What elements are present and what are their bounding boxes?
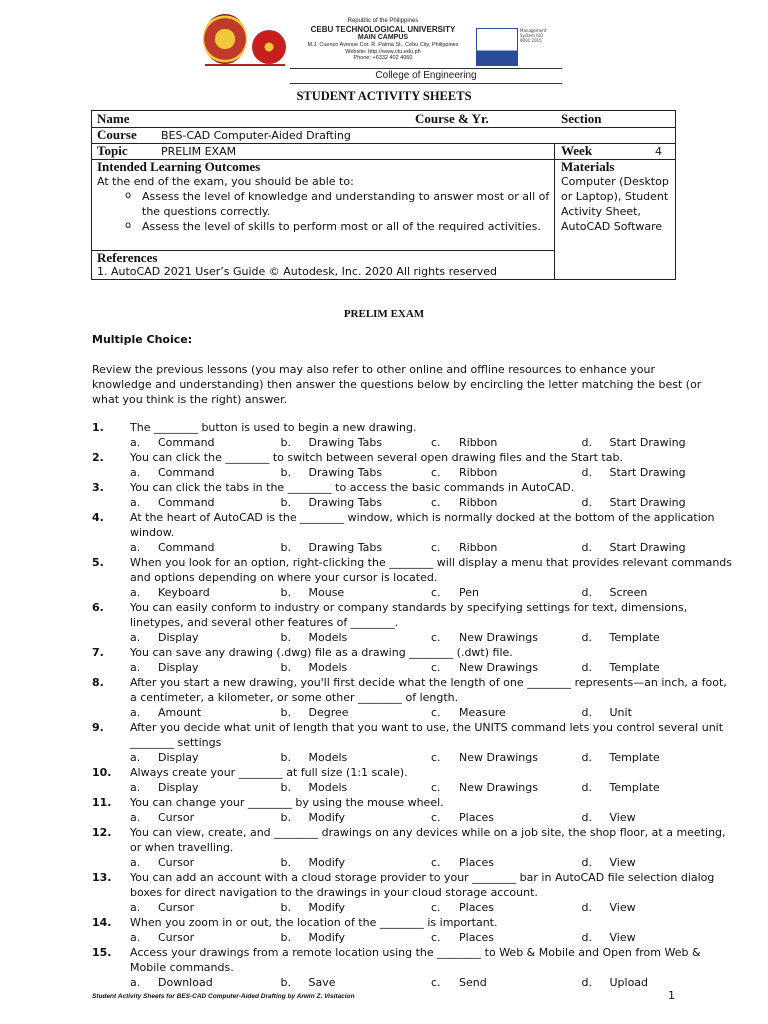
option-letter: a. xyxy=(130,781,141,794)
option-text: Command xyxy=(158,541,215,554)
question-item xyxy=(92,600,732,630)
options-row xyxy=(92,585,732,600)
multiple-choice-label: Multiple Choice: xyxy=(92,333,193,346)
answer-option[interactable] xyxy=(281,900,432,915)
option-text: New Drawings xyxy=(459,781,538,794)
question-text: After you decide what unit of length that you want to use, the UNITS command lets you control several unit ________ settings xyxy=(130,721,724,749)
name-label: Name xyxy=(97,111,130,126)
option-text: Modify xyxy=(308,901,345,914)
options-row xyxy=(92,705,732,720)
question-number: 7. xyxy=(92,646,104,659)
option-text: View xyxy=(609,811,636,824)
options-row xyxy=(92,810,732,825)
option-letter: b. xyxy=(280,811,291,824)
option-text: Command xyxy=(158,436,215,449)
exam-title: PRELIM EXAM xyxy=(343,308,425,320)
option-letter: c. xyxy=(431,661,441,674)
question-item xyxy=(92,945,732,975)
university-name: CEBU TECHNOLOGICAL UNIVERSITY xyxy=(310,25,456,34)
question-list xyxy=(92,420,732,990)
option-letter: d. xyxy=(581,586,592,599)
option-letter: a. xyxy=(130,661,141,674)
option-text: Degree xyxy=(308,706,349,719)
answer-option[interactable] xyxy=(130,705,281,720)
answer-option[interactable] xyxy=(582,495,733,510)
materials-value: Computer (Desktop or Laptop), Student Activity Sheet, AutoCAD Software xyxy=(561,175,669,233)
answer-option[interactable] xyxy=(281,705,432,720)
options-row xyxy=(92,630,732,645)
option-text: Display xyxy=(158,631,199,644)
option-text: Ribbon xyxy=(459,436,498,449)
page-title: STUDENT ACTIVITY SHEETS xyxy=(296,89,472,103)
option-text: Save xyxy=(308,976,336,989)
option-text: Cursor xyxy=(158,901,195,914)
reference-item: 1. AutoCAD 2021 User’s Guide © Autodesk, Inc. 2020 All rights reserved xyxy=(97,265,497,278)
answer-option[interactable] xyxy=(431,705,582,720)
option-text: Template xyxy=(609,751,660,764)
question-item xyxy=(92,915,732,930)
option-letter: b. xyxy=(280,706,291,719)
answer-option[interactable] xyxy=(130,585,281,600)
answer-option[interactable] xyxy=(431,780,582,795)
answer-option[interactable] xyxy=(281,810,432,825)
option-letter: c. xyxy=(431,496,441,509)
question-item xyxy=(92,675,732,705)
references-label: References xyxy=(97,250,158,265)
option-letter: d. xyxy=(581,631,592,644)
option-letter: d. xyxy=(581,496,592,509)
ilo-intro: At the end of the exam, you should be able to: xyxy=(97,175,354,188)
options-row xyxy=(92,855,732,870)
question-number: 13. xyxy=(92,871,112,884)
answer-option[interactable] xyxy=(281,780,432,795)
option-text: Upload xyxy=(609,976,649,989)
option-letter: d. xyxy=(581,466,592,479)
topic-label: Topic xyxy=(97,143,128,158)
option-text: Drawing Tabs xyxy=(308,466,383,479)
option-text: Models xyxy=(308,781,348,794)
tuv-certification-logo xyxy=(476,28,518,66)
option-text: Display xyxy=(158,751,199,764)
question-number: 5. xyxy=(92,556,104,569)
option-letter: c. xyxy=(431,976,441,989)
answer-option[interactable] xyxy=(130,900,281,915)
option-text: View xyxy=(609,856,636,869)
question-text: You can click the ________ to switch between several open drawing files and the Start tab. xyxy=(130,451,623,464)
header-rule-bottom xyxy=(290,83,562,84)
question-text: You can click the tabs in the ________ to access the basic commands in AutoCAD. xyxy=(130,481,575,494)
option-text: Ribbon xyxy=(459,466,498,479)
answer-option[interactable] xyxy=(130,465,281,480)
republic-text: Republic of the Philippines xyxy=(347,18,419,24)
answer-option[interactable] xyxy=(582,705,733,720)
answer-option[interactable] xyxy=(281,930,432,945)
instructions: Review the previous lessons (you may also refer to other online and offline resources to enhance your knowledge and understanding) then answer the questions below by encircling the letter matching the best (or what you think is the right) answer. xyxy=(92,363,702,406)
answer-option[interactable] xyxy=(582,810,733,825)
question-item xyxy=(92,870,732,900)
course-label: Course xyxy=(97,127,137,142)
answer-option[interactable] xyxy=(431,900,582,915)
option-letter: d. xyxy=(581,856,592,869)
answer-option[interactable] xyxy=(431,435,582,450)
answer-option[interactable] xyxy=(130,855,281,870)
answer-option[interactable] xyxy=(431,975,582,990)
option-letter: a. xyxy=(130,496,141,509)
question-text: The ________ button is used to begin a new drawing. xyxy=(130,421,417,434)
option-text: Screen xyxy=(609,586,648,599)
answer-option[interactable] xyxy=(431,810,582,825)
question-item xyxy=(92,480,732,495)
option-text: Drawing Tabs xyxy=(308,496,383,509)
answer-option[interactable] xyxy=(130,930,281,945)
ilo-label: Intended Learning Outcomes xyxy=(97,159,261,174)
option-letter: d. xyxy=(581,751,592,764)
option-letter: d. xyxy=(581,706,592,719)
options-row xyxy=(92,780,732,795)
question-number: 2. xyxy=(92,451,104,464)
option-text: Amount xyxy=(158,706,202,719)
question-number: 14. xyxy=(92,916,112,929)
option-letter: a. xyxy=(130,811,141,824)
course-value: BES-CAD Computer-Aided Drafting xyxy=(161,129,351,142)
option-letter: a. xyxy=(130,586,141,599)
option-text: Modify xyxy=(308,856,345,869)
option-letter: b. xyxy=(280,751,291,764)
option-text: Mouse xyxy=(308,586,345,599)
option-letter: b. xyxy=(280,541,291,554)
certification-text: Management System ISO 9001:2015 xyxy=(520,28,547,43)
option-text: Measure xyxy=(459,706,506,719)
answer-option[interactable] xyxy=(281,630,432,645)
option-text: Cursor xyxy=(158,931,195,944)
week-label: Week xyxy=(561,143,593,158)
answer-option[interactable] xyxy=(582,585,733,600)
answer-option[interactable] xyxy=(130,630,281,645)
option-text: Start Drawing xyxy=(609,466,686,479)
answer-option[interactable] xyxy=(130,495,281,510)
option-text: Send xyxy=(459,976,487,989)
question-text: When you look for an option, right-clicking the ________ will display a menu that provides relevant commands and options depending on where your cursor is located. xyxy=(130,556,733,584)
option-text: Drawing Tabs xyxy=(308,436,383,449)
answer-option[interactable] xyxy=(431,495,582,510)
option-text: Unit xyxy=(609,706,632,719)
section-label: Section xyxy=(561,111,602,126)
option-letter: a. xyxy=(130,751,141,764)
question-number: 1. xyxy=(92,421,104,434)
option-text: Places xyxy=(459,811,494,824)
option-letter: c. xyxy=(431,901,441,914)
option-text: Template xyxy=(609,661,660,674)
question-number: 12. xyxy=(92,826,112,839)
answer-option[interactable] xyxy=(582,900,733,915)
option-letter: a. xyxy=(130,436,141,449)
question-number: 15. xyxy=(92,946,112,959)
answer-option[interactable] xyxy=(130,975,281,990)
option-text: Template xyxy=(609,631,660,644)
option-text: Places xyxy=(459,901,494,914)
options-row xyxy=(92,435,732,450)
question-item xyxy=(92,765,732,780)
answer-option[interactable] xyxy=(281,585,432,600)
option-text: Models xyxy=(308,661,348,674)
option-text: View xyxy=(609,931,636,944)
option-letter: b. xyxy=(280,586,291,599)
question-text: You can view, create, and ________ drawings on any devices while on a job site, the shop floor, at a meeting, or when travelling. xyxy=(130,826,726,854)
answer-option[interactable] xyxy=(281,750,432,765)
info-table xyxy=(91,110,676,280)
answer-option[interactable] xyxy=(281,540,432,555)
question-text: At the heart of AutoCAD is the ________ window, which is normally docked at the bottom of the application window. xyxy=(130,511,715,539)
question-item xyxy=(92,795,732,810)
answer-option[interactable] xyxy=(281,660,432,675)
option-text: Display xyxy=(158,661,199,674)
question-text: You can save any drawing (.dwg) file as a drawing ________ (.dwt) file. xyxy=(130,646,513,659)
answer-option[interactable] xyxy=(582,750,733,765)
option-letter: a. xyxy=(130,976,141,989)
bullet-icon: o xyxy=(125,220,132,231)
question-number: 8. xyxy=(92,676,104,689)
answer-option[interactable] xyxy=(130,780,281,795)
option-letter: b. xyxy=(280,781,291,794)
answer-option[interactable] xyxy=(582,855,733,870)
ilo-item-2: Assess the level of skills to perform most or all of the required activities. xyxy=(142,220,541,233)
option-text: Keyboard xyxy=(158,586,210,599)
option-letter: b. xyxy=(280,901,291,914)
option-text: Modify xyxy=(308,931,345,944)
options-row xyxy=(92,975,732,990)
option-text: Places xyxy=(459,856,494,869)
answer-option[interactable] xyxy=(582,780,733,795)
ilo-item-1: Assess the level of knowledge and understanding to answer most or all of the questions correctly. xyxy=(142,190,550,218)
option-text: New Drawings xyxy=(459,751,538,764)
option-letter: d. xyxy=(581,811,592,824)
option-letter: b. xyxy=(280,976,291,989)
options-row xyxy=(92,660,732,675)
question-item xyxy=(92,450,732,465)
options-row xyxy=(92,540,732,555)
option-letter: c. xyxy=(431,631,441,644)
answer-option[interactable] xyxy=(431,540,582,555)
answer-option[interactable] xyxy=(130,540,281,555)
answer-option[interactable] xyxy=(130,810,281,825)
answer-option[interactable] xyxy=(582,435,733,450)
option-letter: d. xyxy=(581,976,592,989)
option-text: Ribbon xyxy=(459,496,498,509)
question-item xyxy=(92,555,732,585)
table-divider xyxy=(554,143,555,280)
question-text: Always create your ________ at full size (1:1 scale). xyxy=(130,766,408,779)
answer-option[interactable] xyxy=(582,630,733,645)
option-letter: c. xyxy=(431,856,441,869)
answer-option[interactable] xyxy=(130,435,281,450)
question-text: You can easily conform to industry or company standards by specifying settings for text, dimensions, linetypes, and several other features of ________. xyxy=(130,601,688,629)
university-header xyxy=(290,18,476,62)
question-item xyxy=(92,420,732,435)
option-letter: c. xyxy=(431,931,441,944)
option-letter: d. xyxy=(581,436,592,449)
answer-option[interactable] xyxy=(582,975,733,990)
option-letter: c. xyxy=(431,811,441,824)
option-text: Start Drawing xyxy=(609,436,686,449)
question-text: You can add an account with a cloud storage provider to your ________ bar in AutoCAD file selection dialog boxes for direct navigation to the drawings in your cloud storage account. xyxy=(130,871,715,899)
option-letter: c. xyxy=(431,781,441,794)
option-text: Command xyxy=(158,466,215,479)
option-letter: c. xyxy=(431,541,441,554)
materials-label: Materials xyxy=(561,159,615,174)
option-letter: b. xyxy=(280,631,291,644)
question-item xyxy=(92,825,732,855)
question-number: 10. xyxy=(92,766,112,779)
answer-option[interactable] xyxy=(431,660,582,675)
week-value: 4 xyxy=(655,145,662,158)
option-letter: b. xyxy=(280,436,291,449)
option-letter: c. xyxy=(431,586,441,599)
option-letter: a. xyxy=(130,856,141,869)
option-letter: a. xyxy=(130,931,141,944)
answer-option[interactable] xyxy=(130,750,281,765)
question-number: 11. xyxy=(92,796,112,809)
question-number: 3. xyxy=(92,481,104,494)
option-letter: d. xyxy=(581,661,592,674)
answer-option[interactable] xyxy=(582,660,733,675)
answer-option[interactable] xyxy=(431,630,582,645)
option-text: Ribbon xyxy=(459,541,498,554)
option-text: View xyxy=(609,901,636,914)
option-text: Cursor xyxy=(158,856,195,869)
option-letter: d. xyxy=(581,931,592,944)
question-text: Access your drawings from a remote location using the ________ to Web & Mobile and Open from Web & Mobile commands. xyxy=(130,946,701,974)
answer-option[interactable] xyxy=(281,975,432,990)
table-rule xyxy=(92,250,554,251)
option-letter: a. xyxy=(130,901,141,914)
address-text: M.J. Cuenco Avenue Cor. R. Palma St., Cebu City, Philippines xyxy=(307,42,459,48)
option-text: Start Drawing xyxy=(609,541,686,554)
option-text: Download xyxy=(158,976,213,989)
answer-option[interactable] xyxy=(281,855,432,870)
question-text: After you start a new drawing, you'll first decide what the length of one ________ represents—an inch, a foot, a centimeter, a kilometer, or some other ________ of length. xyxy=(130,676,727,704)
option-letter: a. xyxy=(130,466,141,479)
option-letter: d. xyxy=(581,541,592,554)
option-letter: b. xyxy=(280,931,291,944)
page-number: 1 xyxy=(668,989,675,1002)
option-letter: d. xyxy=(581,901,592,914)
asean-logo xyxy=(252,30,286,64)
option-letter: c. xyxy=(431,706,441,719)
option-letter: c. xyxy=(431,436,441,449)
question-item xyxy=(92,645,732,660)
option-letter: d. xyxy=(581,781,592,794)
footer-text: Student Activity Sheets for BES-CAD Computer-Aided Drafting by Arwin Z. Visitacion xyxy=(92,993,355,1000)
question-text: When you zoom in or out, the location of the ________ is important. xyxy=(130,916,498,929)
option-text: New Drawings xyxy=(459,661,538,674)
option-letter: b. xyxy=(280,466,291,479)
option-letter: a. xyxy=(130,631,141,644)
option-text: Models xyxy=(308,631,348,644)
answer-option[interactable] xyxy=(431,465,582,480)
option-letter: b. xyxy=(280,661,291,674)
answer-option[interactable] xyxy=(281,495,432,510)
bullet-icon: o xyxy=(125,190,132,201)
question-number: 9. xyxy=(92,721,104,734)
answer-option[interactable] xyxy=(582,465,733,480)
question-text: You can change your ________ by using the mouse wheel. xyxy=(130,796,444,809)
topic-value: PRELIM EXAM xyxy=(161,145,237,158)
options-row xyxy=(92,930,732,945)
option-text: Drawing Tabs xyxy=(308,541,383,554)
answer-option[interactable] xyxy=(431,930,582,945)
options-row xyxy=(92,750,732,765)
question-item xyxy=(92,510,732,540)
option-text: Places xyxy=(459,931,494,944)
option-text: Models xyxy=(308,751,348,764)
header-rule xyxy=(290,68,562,69)
course-yr-label: Course & Yr. xyxy=(415,111,489,126)
option-letter: c. xyxy=(431,466,441,479)
option-letter: a. xyxy=(130,706,141,719)
website-text: Website: http://www.ctu.edu.ph xyxy=(345,48,421,55)
answer-option[interactable] xyxy=(431,585,582,600)
option-text: Start Drawing xyxy=(609,496,686,509)
options-row xyxy=(92,900,732,915)
phone-text: Phone: +6332 402 4060 xyxy=(353,55,413,61)
answer-option[interactable] xyxy=(431,750,582,765)
question-item xyxy=(92,720,732,750)
option-letter: a. xyxy=(130,541,141,554)
answer-option[interactable] xyxy=(582,540,733,555)
option-letter: b. xyxy=(280,856,291,869)
option-letter: b. xyxy=(280,496,291,509)
campus-name: MAIN CAMPUS xyxy=(357,34,409,41)
question-number: 4. xyxy=(92,511,104,524)
university-seal-logo xyxy=(203,14,247,64)
answer-option[interactable] xyxy=(130,660,281,675)
option-text: New Drawings xyxy=(459,631,538,644)
option-letter: c. xyxy=(431,751,441,764)
answer-option[interactable] xyxy=(582,930,733,945)
answer-option[interactable] xyxy=(281,465,432,480)
table-rule xyxy=(92,127,675,128)
options-row xyxy=(92,465,732,480)
options-row xyxy=(92,495,732,510)
question-number: 6. xyxy=(92,601,104,614)
option-text: Display xyxy=(158,781,199,794)
answer-option[interactable] xyxy=(281,435,432,450)
college-name: College of Engineering xyxy=(375,70,477,81)
option-text: Command xyxy=(158,496,215,509)
answer-option[interactable] xyxy=(431,855,582,870)
option-text: Modify xyxy=(308,811,345,824)
logo-underline xyxy=(205,64,285,66)
option-text: Cursor xyxy=(158,811,195,824)
option-text: Template xyxy=(609,781,660,794)
option-text: Pen xyxy=(459,586,479,599)
